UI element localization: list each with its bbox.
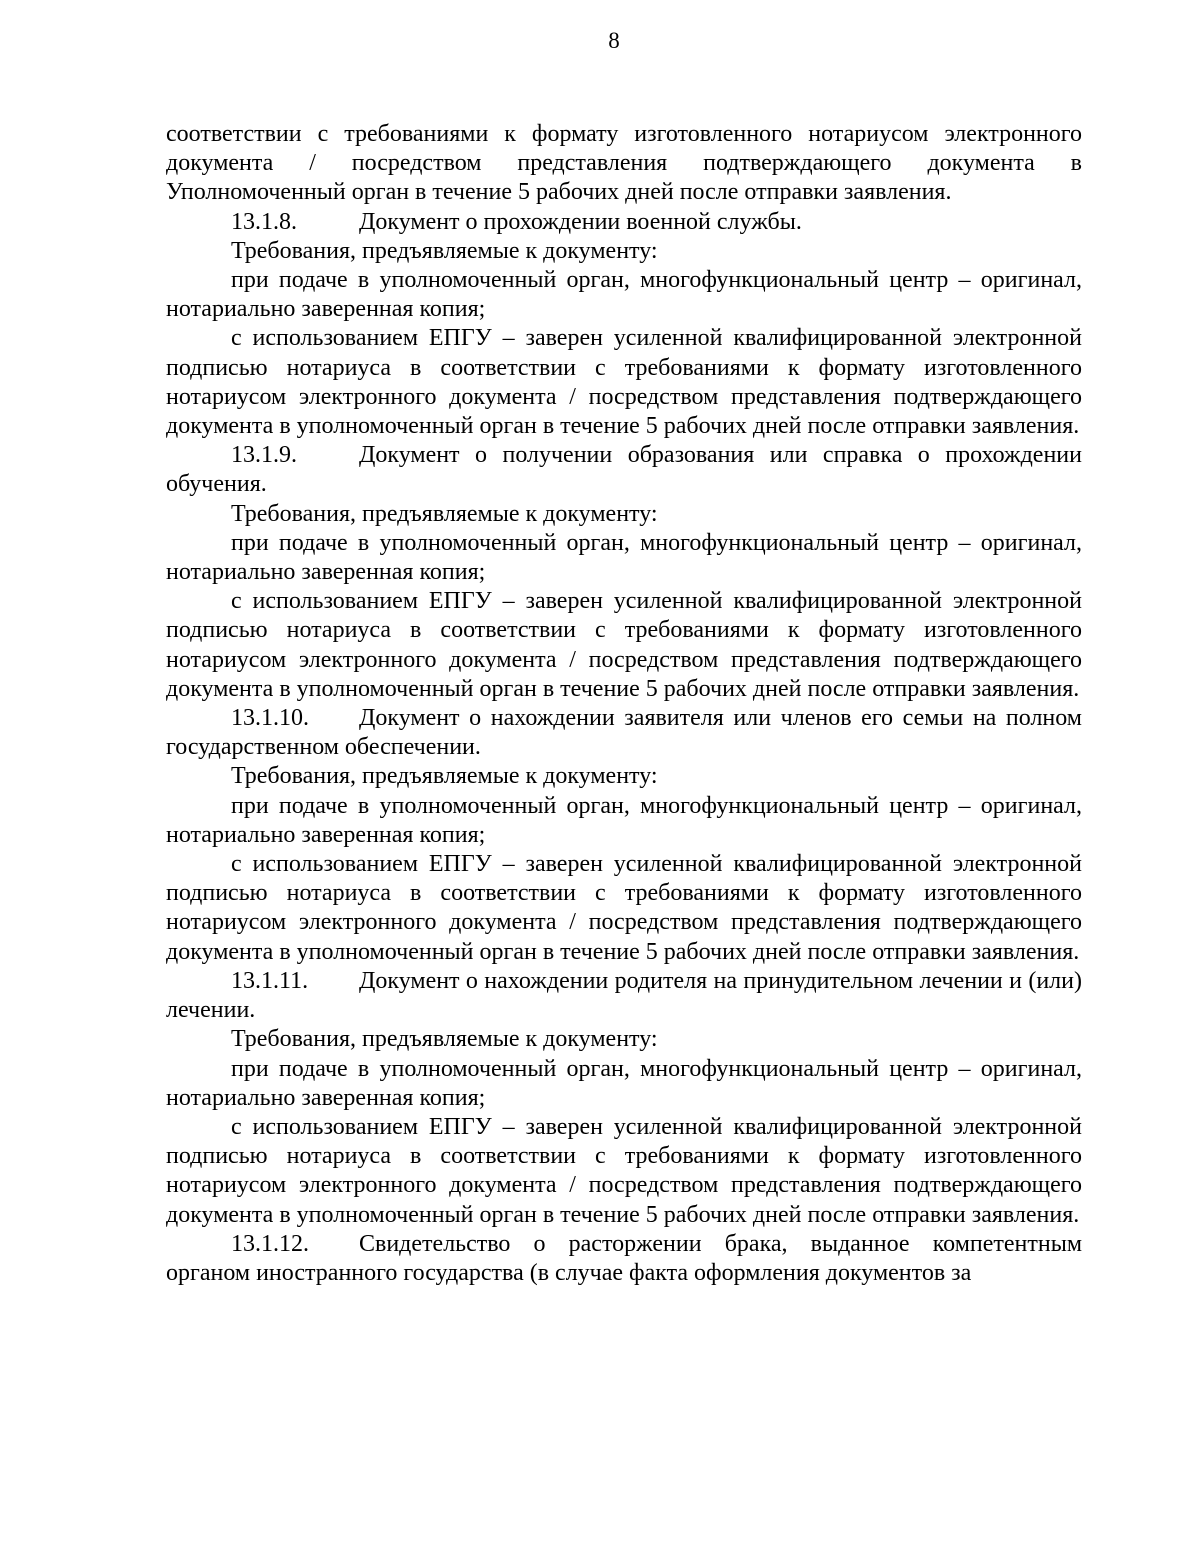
- requirements-label: Требования, предъявляемые к документу:: [231, 500, 658, 527]
- requirement-epgu: с использованием ЕПГУ – заверен усиленной квалифицированной электронной подписью нотариуса в соответствии с требованиями к формату изготовленного нотариусом электронного документа / посредством представления подтверждающего документа в уполномоченный орган в течение 5 рабочих дней после отправки заявления.: [166, 1113, 1082, 1228]
- requirement-epgu: с использованием ЕПГУ – заверен усиленной квалифицированной электронной подписью нотариуса в соответствии с требованиями к формату изготовленного нотариусом электронного документа / посредством представления подтверждающего документа в уполномоченный орган в течение 5 рабочих дней после отправки заявления.: [166, 325, 1082, 440]
- requirement-epgu: с использованием ЕПГУ – заверен усиленной квалифицированной электронной подписью нотариуса в соответствии с требованиями к формату изготовленного нотариусом электронного документа / посредством представления подтверждающего документа в уполномоченный орган в течение 5 рабочих дней после отправки заявления.: [166, 851, 1082, 965]
- section-number: 13.1.8.: [231, 208, 297, 235]
- requirement-office: при подаче в уполномоченный орган, многофункциональный центр – оригинал, нотариально заверенная копия;: [166, 529, 1082, 586]
- requirements-label: Требования, предъявляемые к документу:: [231, 763, 658, 790]
- section-title: Документ о получении образования или справка о прохождении обучения.: [166, 442, 1082, 498]
- section-title: Документ о прохождении военной службы.: [359, 208, 802, 235]
- requirements-label: Требования, предъявляемые к документу:: [231, 1026, 658, 1053]
- requirement-office: при подаче в уполномоченный орган, многофункциональный центр – оригинал, нотариально заверенная копия;: [166, 1055, 1082, 1111]
- requirement-epgu: с использованием ЕПГУ – заверен усиленной квалифицированной электронной подписью нотариуса в соответствии с требованиями к формату изготовленного нотариусом электронного документа / посредством представления подтверждающего документа в уполномоченный орган в течение 5 рабочих дней после отправки заявления.: [166, 588, 1082, 702]
- section-number: 13.1.11.: [231, 967, 309, 994]
- document-body: [166, 120, 1082, 1288]
- section-title: Документ о нахождении родителя на принудительном лечении и (или) лечении.: [166, 967, 1082, 1024]
- section-heading: [166, 704, 1082, 762]
- requirement-office: при подаче в уполномоченный орган, многофункциональный центр – оригинал, нотариально заверенная копия;: [166, 267, 1082, 323]
- intro-paragraph: соответствии с требованиями к формату изготовленного нотариусом электронного документа / посредством представления подтверждающего документа в Уполномоченный орган в течение 5 рабочих дней после отправки заявления.: [166, 121, 1082, 206]
- section-number: 13.1.12.: [231, 1230, 309, 1257]
- section-number: 13.1.10.: [231, 705, 309, 732]
- section-heading: [166, 967, 1082, 1025]
- section-heading: [166, 208, 1082, 237]
- section-heading: [166, 441, 1082, 499]
- section-number: 13.1.9.: [231, 442, 297, 469]
- requirement-office: при подаче в уполномоченный орган, многофункциональный центр – оригинал, нотариально заверенная копия;: [166, 792, 1082, 848]
- section-title: Свидетельство о расторжении брака, выданное компетентным органом иностранного государства (в случае факта оформления документов за: [166, 1230, 1082, 1286]
- section-heading: [166, 1230, 1082, 1288]
- requirements-label: Требования, предъявляемые к документу:: [231, 237, 658, 264]
- section-title: Документ о нахождении заявителя или членов его семьи на полном государственном обеспечении.: [166, 705, 1082, 761]
- page-number: 8: [608, 28, 620, 53]
